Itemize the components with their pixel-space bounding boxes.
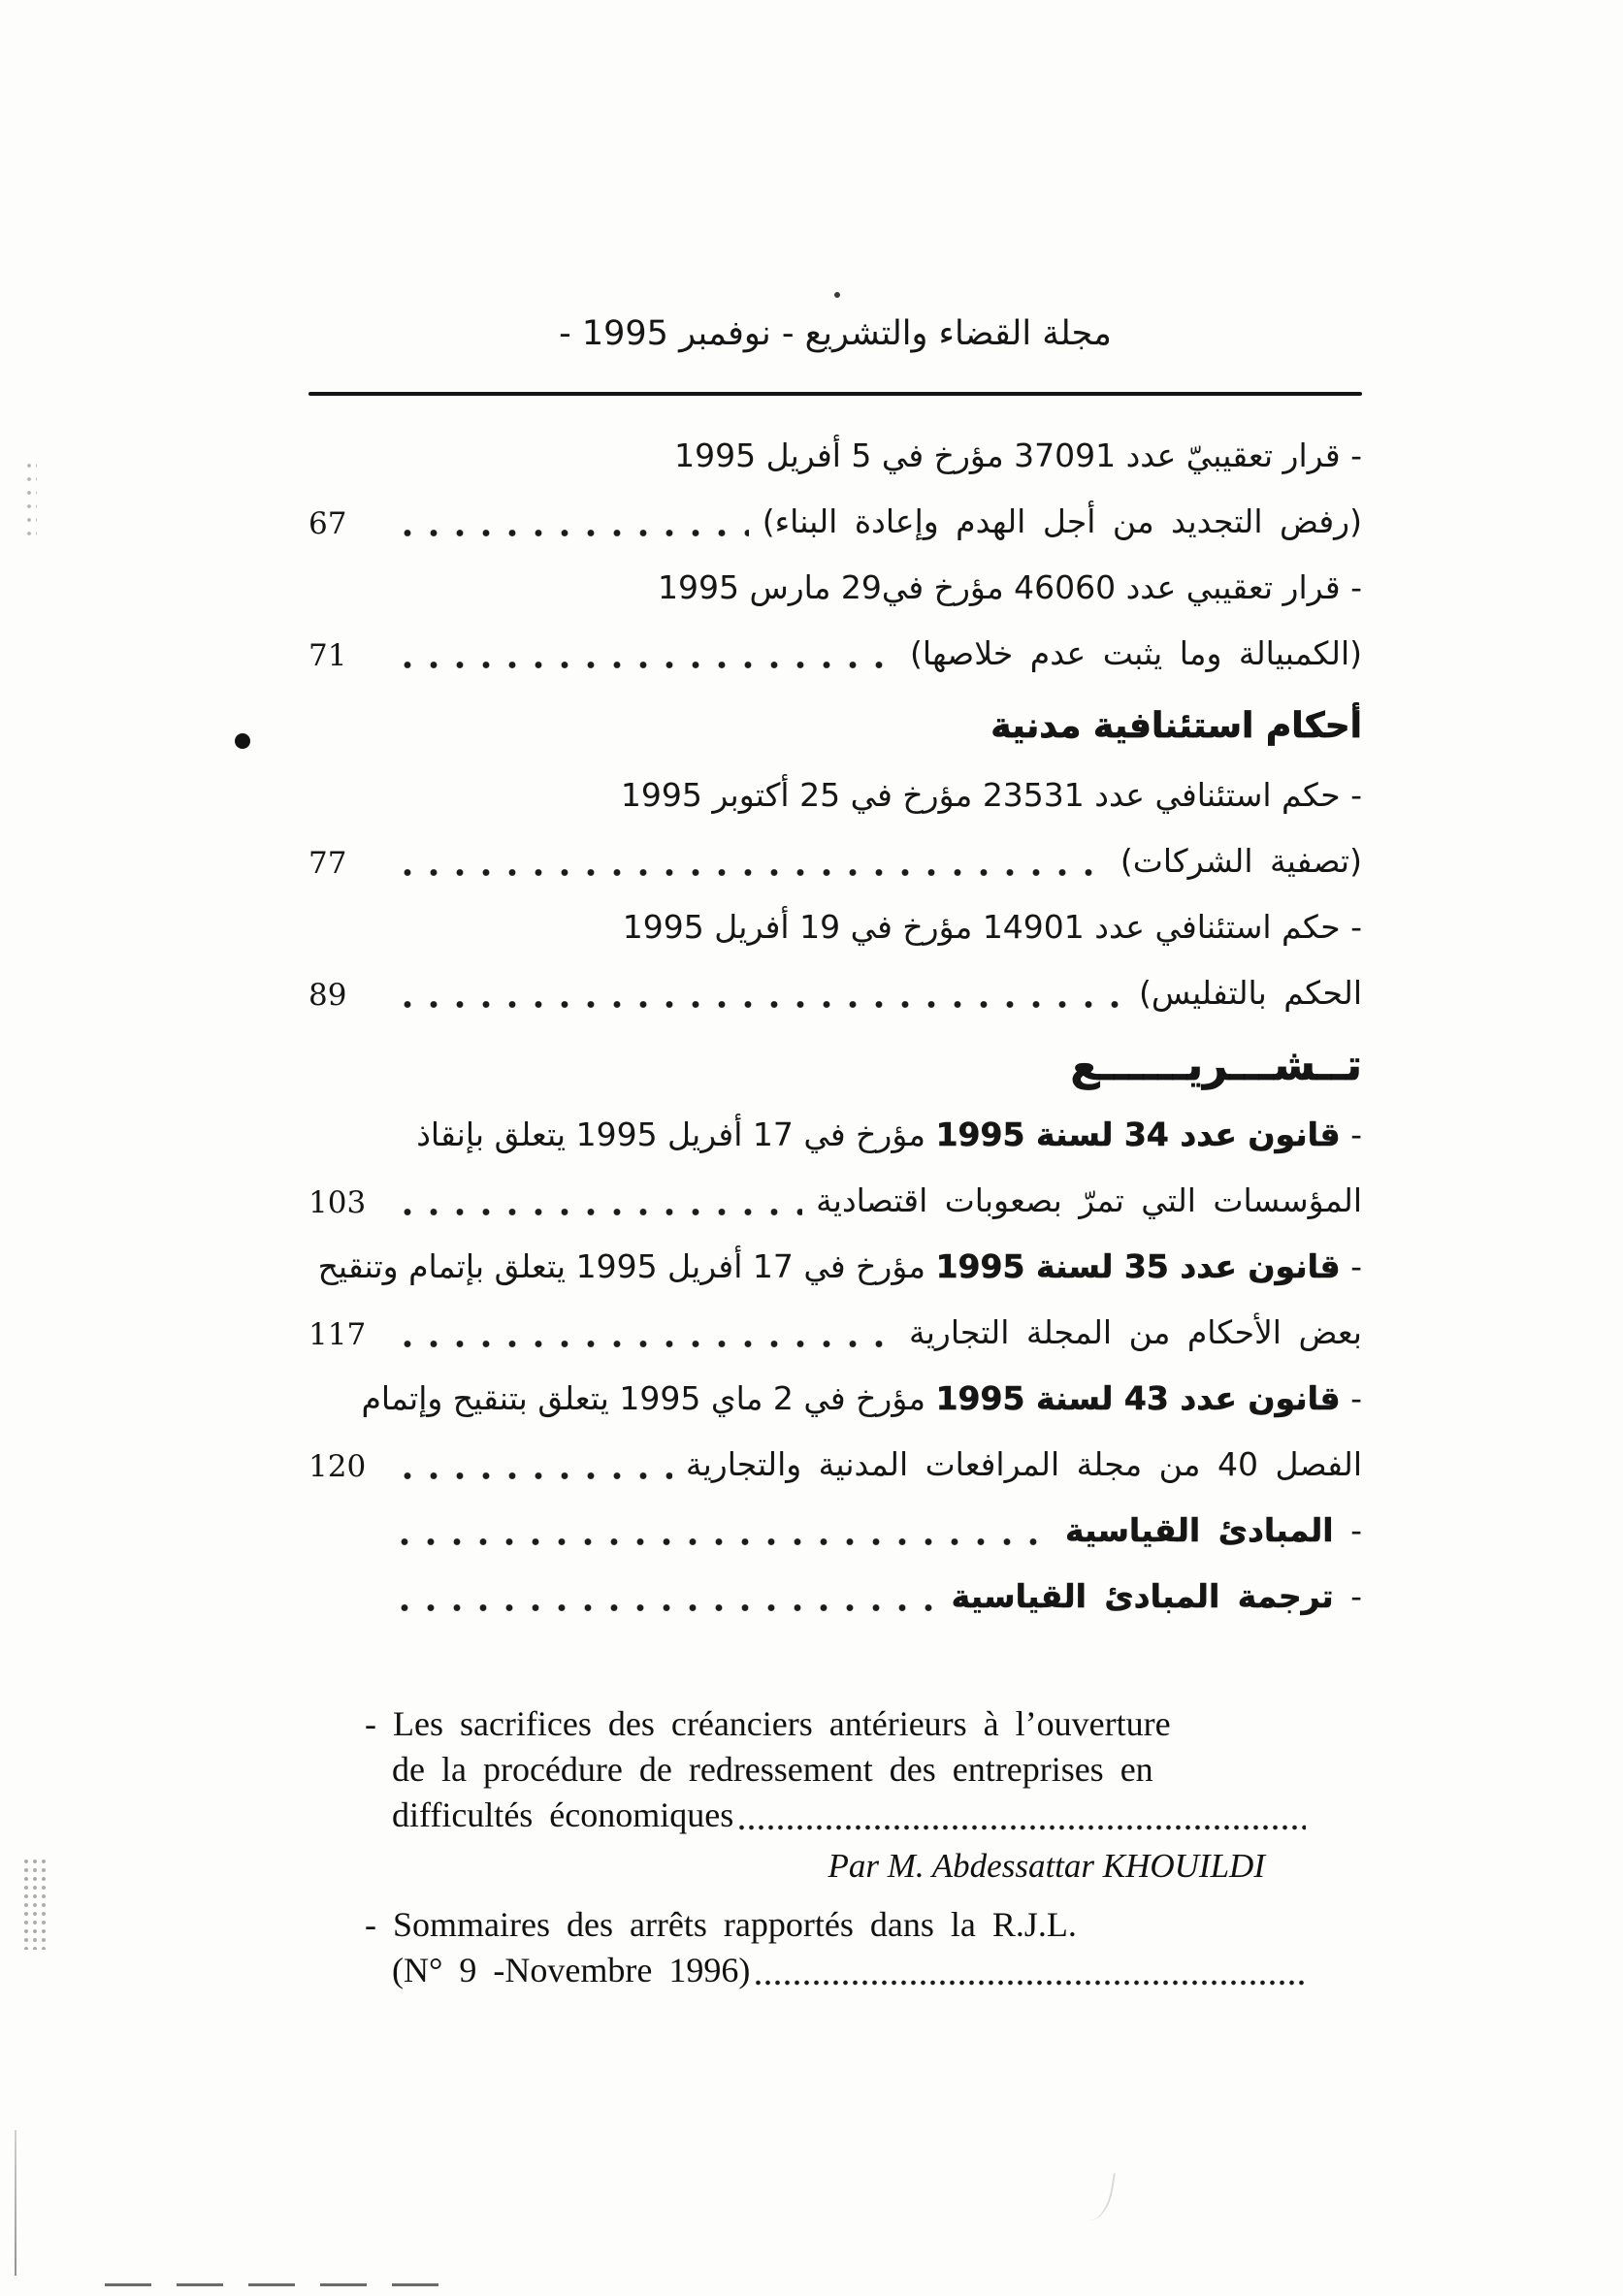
section-heading: تــشـــريــــــع xyxy=(1070,1041,1362,1090)
entry-title xyxy=(308,1374,1362,1424)
page-number: 67 xyxy=(308,506,347,541)
text-segment: - xyxy=(1340,1379,1362,1417)
entry-title xyxy=(308,1110,1362,1160)
entry-title xyxy=(308,902,1362,953)
entry-subtitle xyxy=(909,1308,1362,1358)
dot-leader xyxy=(404,529,749,537)
scan-artifact xyxy=(105,2283,446,2286)
entry-subtitle-line xyxy=(308,1439,1362,1490)
text-segment: (الكمبيالة وما يثبت عدم خلاصها) xyxy=(910,634,1362,672)
dot-leader xyxy=(404,1208,802,1216)
toc-entry xyxy=(308,1242,1362,1358)
text-segment: المؤسسات التي تمرّ بصعوبات اقتصادية xyxy=(816,1181,1362,1219)
entry-title xyxy=(308,563,1362,613)
entry-subtitle xyxy=(910,629,1362,679)
journal-title: مجلة القضاء والتشريع - نوفمبر 1995 - xyxy=(559,314,1112,353)
entry-subtitle xyxy=(1120,836,1362,887)
scan-artifact xyxy=(23,1859,50,1950)
entry-subtitle-line xyxy=(308,1505,1362,1556)
entry-subtitle xyxy=(952,1571,1362,1622)
entry-subtitle-line xyxy=(308,1571,1362,1622)
text-segment: - حكم استئنافي عدد 14901 مؤرخ في 19 أفريل 1995 xyxy=(622,908,1362,946)
page-number: 71 xyxy=(308,638,347,673)
text-segment: - xyxy=(1333,1511,1362,1549)
bold-text-segment: قانون عدد 35 لسنة 1995 xyxy=(935,1247,1341,1285)
french-line-text: difficultés économiques xyxy=(392,1795,734,1834)
author-credit: Par M. Abdessattar KHOUILDI xyxy=(828,1847,1265,1885)
dot-leader xyxy=(401,1603,938,1612)
french-line xyxy=(365,1793,1308,1838)
dot-leader xyxy=(401,1537,1052,1546)
header-rule xyxy=(308,392,1362,396)
dot-leader xyxy=(404,1000,1125,1009)
french-entry xyxy=(365,1701,1308,1889)
entry-subtitle xyxy=(763,497,1362,547)
toc-entry xyxy=(308,902,1362,1019)
entry-subtitle-line xyxy=(308,1176,1362,1226)
dot-leader xyxy=(756,1980,1306,1986)
bold-text-segment: قانون عدد 34 لسنة 1995 xyxy=(935,1116,1341,1153)
scan-artifact xyxy=(25,462,37,543)
table-of-contents xyxy=(308,415,1362,1622)
text-segment: مؤرخ في 17 أفريل 1995 يتعلق بإتمام وتنقيح xyxy=(317,1247,936,1285)
toc-entry xyxy=(308,563,1362,679)
margin-bullet xyxy=(235,733,250,749)
entry-subtitle xyxy=(1065,1505,1362,1556)
dot-leader xyxy=(404,661,896,669)
entry-title xyxy=(308,431,1362,481)
scan-artifact xyxy=(834,292,840,298)
text-segment: - قرار تعقيبيّ عدد 37091 مؤرخ في 5 أفريل 1995 xyxy=(674,437,1362,474)
text-segment: مؤرخ في 17 أفريل 1995 يتعلق بإنقاذ xyxy=(416,1116,936,1153)
french-line: - Sommaires des arrêts rapportés dans la R.J.L. xyxy=(365,1905,1077,1944)
text-segment: - قرار تعقيبي عدد 46060 مؤرخ في29 مارس 1995 xyxy=(657,568,1362,606)
entry-subtitle-line xyxy=(308,836,1362,887)
dot-leader xyxy=(739,1825,1306,1830)
scan-artifact xyxy=(1081,2169,1116,2223)
text-segment: - xyxy=(1333,1577,1362,1615)
french-line: - Les sacrifices des créanciers antérieurs à l’ouverture xyxy=(365,1704,1171,1743)
text-segment: (تصفية الشركات) xyxy=(1120,842,1362,880)
text-segment: - xyxy=(1340,1247,1362,1285)
dot-leader xyxy=(404,1471,672,1480)
page-number: 120 xyxy=(308,1449,367,1484)
toc-entry xyxy=(308,1505,1362,1556)
text-segment: بعض الأحكام من المجلة التجارية xyxy=(909,1313,1362,1351)
entry-subtitle-line xyxy=(308,968,1362,1019)
entry-subtitle xyxy=(686,1439,1362,1490)
entry-subtitle-line xyxy=(308,1308,1362,1358)
bold-text-segment: قانون عدد 43 لسنة 1995 xyxy=(935,1379,1341,1417)
entry-title xyxy=(308,770,1362,821)
entry-title xyxy=(308,1242,1362,1292)
scan-artifact xyxy=(15,2130,16,2276)
toc-entry xyxy=(308,431,1362,547)
text-segment: الفصل 40 من مجلة المرافعات المدنية والتجارية xyxy=(685,1445,1362,1483)
page-number: 117 xyxy=(308,1317,367,1352)
toc-entry xyxy=(308,1374,1362,1490)
french-line-text: (N° 9 -Novembre 1996) xyxy=(392,1951,751,1989)
dot-leader xyxy=(404,868,1107,877)
text-segment: - حكم استئنافي عدد 23531 مؤرخ في 25 أكتوبر 1995 xyxy=(620,776,1362,814)
entry-subtitle xyxy=(1139,968,1362,1019)
bold-text-segment: المبادئ القياسية xyxy=(1064,1511,1334,1549)
entry-subtitle xyxy=(816,1176,1362,1226)
french-entry xyxy=(365,1902,1308,1993)
toc-entry xyxy=(308,770,1362,887)
page-number: 77 xyxy=(308,846,347,881)
page-number: 103 xyxy=(308,1185,367,1220)
text-segment: (رفض التجديد من أجل الهدم وإعادة البناء) xyxy=(762,502,1362,540)
toc-entry xyxy=(308,1571,1362,1622)
french-line xyxy=(365,1948,1308,1993)
toc-entry xyxy=(308,1110,1362,1226)
bold-text-segment: ترجمة المبادئ القياسية xyxy=(951,1577,1334,1615)
french-line: de la procédure de redressement des entreprises en xyxy=(392,1750,1153,1789)
entry-subtitle-line xyxy=(308,497,1362,547)
entry-subtitle-line xyxy=(308,629,1362,679)
page-number: 89 xyxy=(308,978,347,1013)
text-segment: مؤرخ في 2 ماي 1995 يتعلق بتنقيح وإتمام xyxy=(361,1379,936,1417)
text-segment: - xyxy=(1340,1116,1362,1153)
dot-leader xyxy=(404,1340,895,1348)
section-heading: أحكام استئنافية مدنية xyxy=(990,706,1362,746)
french-section xyxy=(365,1701,1308,1993)
text-segment: الحكم بالتفليس) xyxy=(1139,974,1362,1012)
